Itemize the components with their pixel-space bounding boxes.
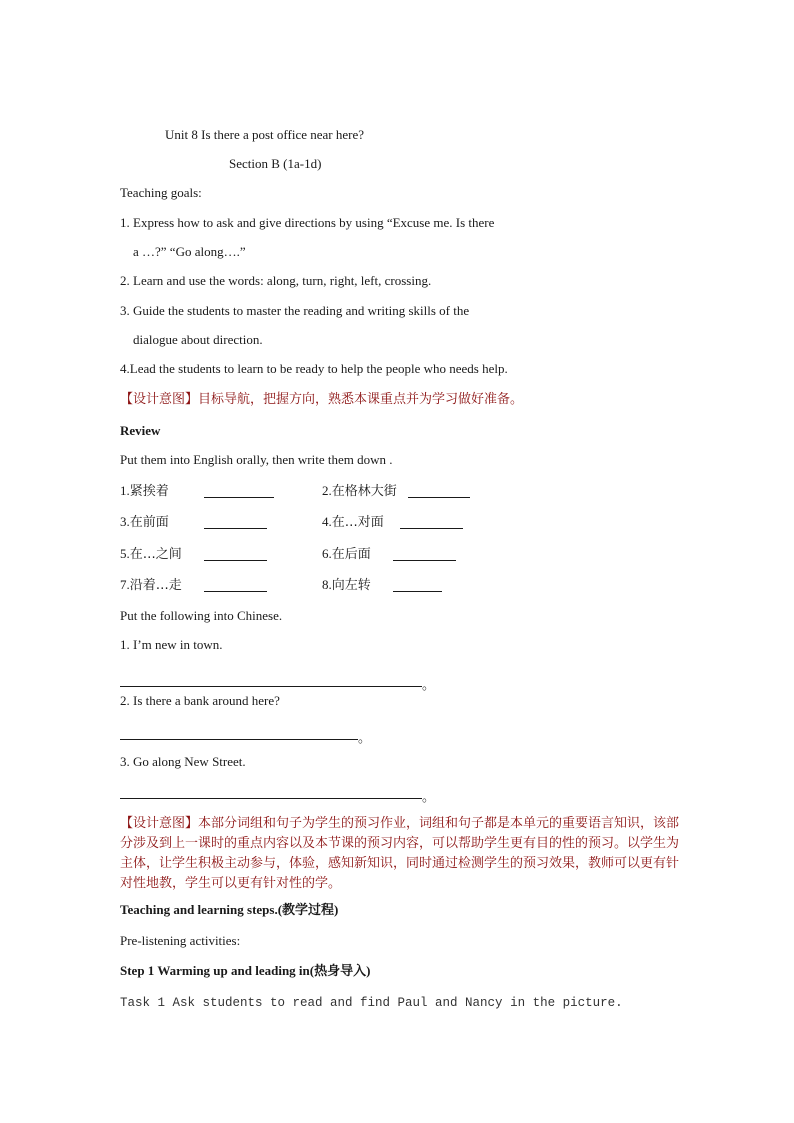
- unit-title: Unit 8 Is there a post office near here?: [165, 127, 365, 142]
- phrase-chinese: 在…之间: [129, 547, 182, 562]
- goal-item: 1. Express how to ask and give directions by using “Excuse me. Is there: [120, 215, 495, 230]
- goals-heading: Teaching goals:: [120, 185, 202, 200]
- answer-line[interactable]: [120, 798, 422, 799]
- phrase-chinese: 沿着…走: [129, 578, 182, 593]
- phrase-item: [120, 545, 182, 564]
- goal-item: a …?” “Go along….”: [133, 244, 246, 259]
- answer-blank[interactable]: [204, 577, 267, 592]
- pre-listening-label: Pre-listening activities:: [120, 933, 241, 948]
- step-1-heading: Step 1 Warming up and leading in(热身导入): [120, 963, 371, 978]
- goal-item: 2. Learn and use the words: along, turn, right, left, crossing.: [120, 273, 432, 288]
- phrase-chinese: 在前面: [129, 515, 169, 530]
- design-intent-2: [120, 814, 680, 894]
- answer-blank[interactable]: [204, 514, 267, 529]
- phrase-number: 3.: [120, 514, 130, 529]
- design-intent-tag: 【设计意图】: [120, 816, 199, 831]
- sentence-item: 2. Is there a bank around here?: [120, 693, 280, 708]
- phrase-item: [322, 482, 397, 501]
- answer-line[interactable]: [120, 739, 358, 740]
- phrase-number: 4.: [322, 514, 332, 529]
- phrase-number: 6.: [322, 546, 332, 561]
- phrase-number: 8.: [322, 577, 332, 592]
- phrase-item: [120, 482, 169, 501]
- steps-heading: Teaching and learning steps.(教学过程): [120, 902, 339, 917]
- goal-item: dialogue about direction.: [133, 332, 263, 347]
- task-1-text: Task 1 Ask students to read and find Paul and Nancy in the picture.: [120, 996, 623, 1010]
- review-instruction: Put them into English orally, then write them down .: [120, 452, 393, 467]
- phrase-chinese: 在格林大街: [331, 484, 397, 499]
- phrase-number: 7.: [120, 577, 130, 592]
- end-mark: 。: [422, 790, 436, 805]
- answer-blank[interactable]: [204, 483, 274, 498]
- phrase-number: 2.: [322, 483, 332, 498]
- review-heading: Review: [120, 423, 161, 438]
- phrase-item: [322, 576, 371, 595]
- sentence-item: 3. Go along New Street.: [120, 754, 246, 769]
- design-intent-text: 本部分词组和句子为学生的预习作业，词组和句子都是本单元的重要语言知识，该部分涉及到上一课时的重点内容以及本节课的预习内容，可以帮助学生更有目的性的预习。以学生为主体，让学生积极主动参与，体验，感知新知识，同时通过检测学生的预习效果，教师可以更有针对性地教，学生可以更有针对性的学。: [120, 816, 680, 891]
- design-intent-tag: 【设计意图】: [120, 392, 199, 407]
- answer-line[interactable]: [120, 686, 422, 687]
- end-mark: 。: [422, 678, 436, 693]
- phrase-item: [322, 545, 371, 564]
- answer-blank[interactable]: [393, 546, 456, 561]
- design-intent-1: [120, 391, 523, 409]
- phrase-number: 1.: [120, 483, 130, 498]
- phrase-number: 5.: [120, 546, 130, 561]
- design-intent-text: 目标导航，把握方向，熟悉本课重点并为学习做好准备。: [198, 392, 524, 407]
- answer-blank[interactable]: [204, 546, 267, 561]
- sentence-item: 1. I’m new in town.: [120, 637, 223, 652]
- translate-instruction: Put the following into Chinese.: [120, 608, 283, 623]
- phrase-item: [120, 576, 182, 595]
- phrase-item: [120, 513, 169, 532]
- end-mark: 。: [358, 731, 372, 746]
- goal-item: 3. Guide the students to master the reading and writing skills of the: [120, 303, 470, 318]
- phrase-chinese: 在…对面: [331, 515, 384, 530]
- answer-blank[interactable]: [393, 577, 442, 592]
- answer-blank[interactable]: [408, 483, 470, 498]
- phrase-chinese: 在后面: [331, 547, 371, 562]
- phrase-chinese: 紧挨着: [129, 484, 169, 499]
- section-title: Section B (1a-1d): [229, 156, 322, 171]
- goal-item: 4.Lead the students to learn to be ready to help the people who needs help.: [120, 361, 508, 376]
- phrase-item: [322, 513, 384, 532]
- answer-blank[interactable]: [400, 514, 463, 529]
- phrase-chinese: 向左转: [331, 578, 371, 593]
